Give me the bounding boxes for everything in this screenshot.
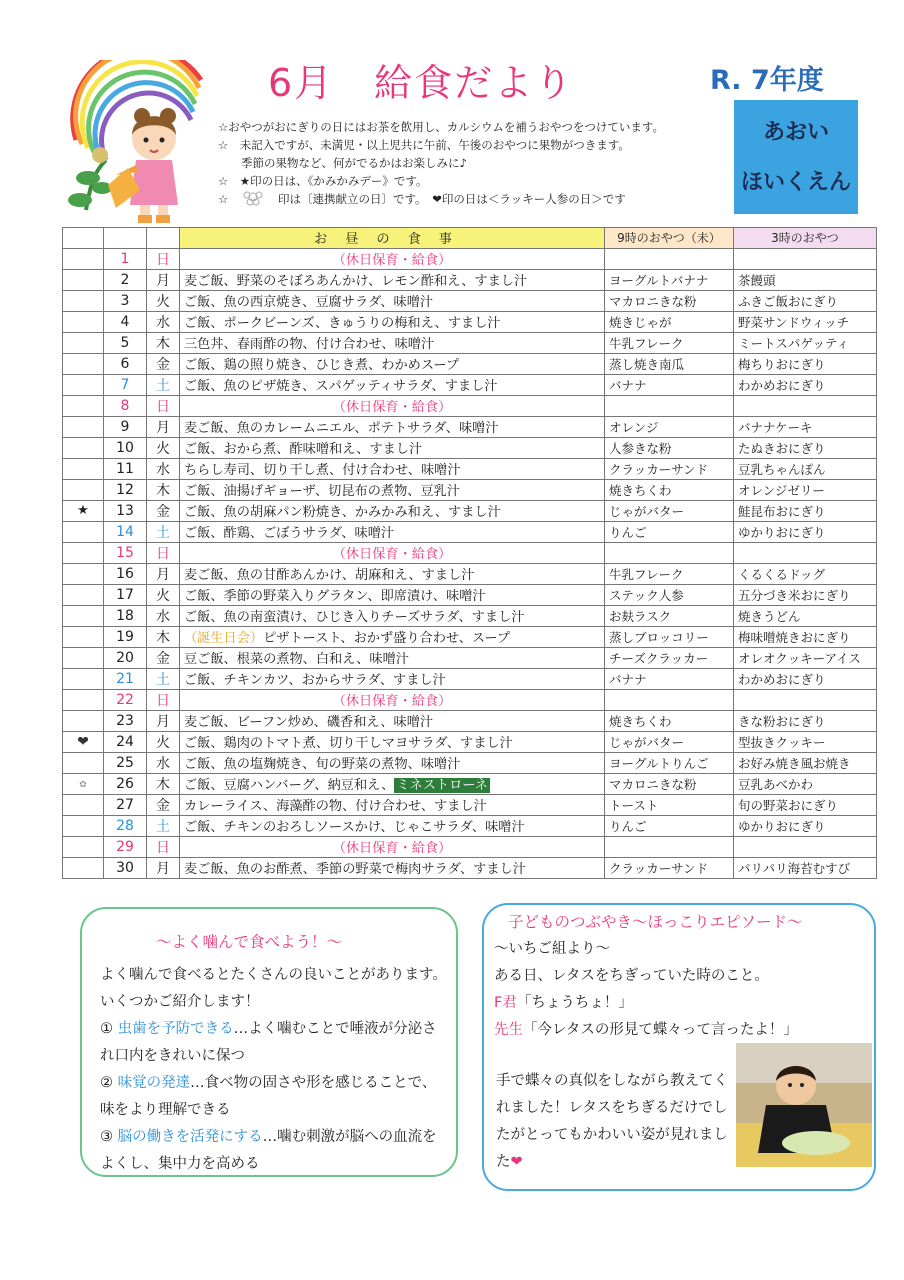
row-pm-snack [734,248,877,269]
row-lunch: 豆ご飯、根菜の煮物、白和え、味噌汁 [180,647,605,668]
row-lunch: ご飯、油揚げギョーザ、切昆布の煮物、豆乳汁 [180,479,605,500]
row-day: 14 [104,521,147,542]
row-day: 9 [104,416,147,437]
row-pm-snack: オレオクッキーアイス [734,647,877,668]
row-lunch: ご飯、魚の南蛮漬け、ひじき入りチーズサラダ、すまし汁 [180,605,605,626]
table-row [63,542,877,563]
row-lunch: 麦ご飯、ビーフン炒め、磯香和え、味噌汁 [180,710,605,731]
row-pm-snack: たぬきおにぎり [734,437,877,458]
row-weekday: 土 [147,521,180,542]
row-weekday: 木 [147,479,180,500]
row-am-snack: ヨーグルトバナナ [605,269,734,290]
row-lunch: （休日保育・給食） [180,689,605,710]
row-am-snack: ヨーグルトりんご [605,752,734,773]
row-mark [63,857,104,878]
row-day: 10 [104,437,147,458]
row-day: 26 [104,773,147,794]
row-pm-snack [734,395,877,416]
row-am-snack: 蒸しブロッコリー [605,626,734,647]
row-mark [63,458,104,479]
row-day: 2 [104,269,147,290]
table-row [63,794,877,815]
episode-dialog-t [494,1017,798,1044]
birthday-label: （誕生日会） [184,631,264,647]
header-pm-snack: 3時のおやつ [734,228,877,249]
row-weekday: 金 [147,353,180,374]
row-weekday: 月 [147,710,180,731]
row-lunch: ご飯、魚の塩麹焼き、旬の野菜の煮物、味噌汁 [180,752,605,773]
row-mark [63,647,104,668]
row-day: 11 [104,458,147,479]
row-day: 21 [104,668,147,689]
row-am-snack: 焼きちくわ [605,479,734,500]
row-lunch: （休日保育・給食） [180,836,605,857]
row-pm-snack: 豆乳ちゃんぽん [734,458,877,479]
table-row [63,458,877,479]
speaker-teacher: 先生 [494,1022,523,1038]
renkei-flower-icon [238,188,268,208]
row-pm-snack: わかめおにぎり [734,374,877,395]
row-am-snack: りんご [605,521,734,542]
row-weekday: 火 [147,437,180,458]
item-number: ③ [100,1129,113,1145]
row-weekday: 金 [147,500,180,521]
item-number: ② [100,1075,113,1091]
row-pm-snack: パリパリ海苔むすび [734,857,877,878]
row-lunch: ご飯、魚の西京焼き、豆腐サラダ、味噌汁 [180,290,605,311]
header-weekday [147,228,180,249]
row-weekday: 木 [147,332,180,353]
row-mark [63,752,104,773]
row-day: 24 [104,731,147,752]
row-mark [63,500,104,521]
row-pm-snack: オレンジゼリー [734,479,877,500]
row-am-snack [605,689,734,710]
row-lunch: ご飯、鶏肉のトマト煮、切り干しマヨサラダ、すまし汁 [180,731,605,752]
heart-icon: ❤ [510,1154,523,1170]
row-day: 19 [104,626,147,647]
row-day: 5 [104,332,147,353]
note-line: 季節の果物など、何がでるかはお楽しみに♪ [218,156,467,170]
row-mark [63,479,104,500]
row-lunch: ご飯、ポークビーンズ、きゅうりの梅和え、すまし汁 [180,311,605,332]
row-mark [63,563,104,584]
school-name-box [734,100,858,214]
row-pm-snack: わかめおにぎり [734,668,877,689]
row-pm-snack: 梅ちりおにぎり [734,353,877,374]
school-name-line1: あおい [762,120,829,145]
row-am-snack: クラッカーサンド [605,857,734,878]
row-pm-snack: きな粉おにぎり [734,710,877,731]
table-row [63,815,877,836]
row-lunch: 麦ご飯、魚の甘酢あんかけ、胡麻和え、すまし汁 [180,563,605,584]
row-lunch: 麦ご飯、魚のカレームニエル、ポテトサラダ、味噌汁 [180,416,605,437]
header-day [104,228,147,249]
row-mark [63,542,104,563]
header-mark [63,228,104,249]
row-am-snack: バナナ [605,668,734,689]
rainbow-child-illustration [66,60,216,225]
row-am-snack: クラッカーサンド [605,458,734,479]
table-row [63,647,877,668]
header-am-snack: 9時のおやつ（未） [605,228,734,249]
row-pm-snack: ミートスパゲッティ [734,332,877,353]
row-lunch [180,773,605,794]
row-lunch: ご飯、魚の胡麻パン粉焼き、かみかみ和え、すまし汁 [180,500,605,521]
row-weekday: 水 [147,752,180,773]
row-mark [63,437,104,458]
row-day: 30 [104,857,147,878]
row-mark [63,269,104,290]
row-lunch: ちらし寿司、切り干し煮、付け合わせ、味噌汁 [180,458,605,479]
row-mark [63,689,104,710]
row-mark [63,584,104,605]
row-weekday: 水 [147,311,180,332]
row-am-snack: 焼きじゃが [605,311,734,332]
episode-line: ～いちご組より～ [494,941,610,957]
row-weekday: 日 [147,248,180,269]
row-weekday: 火 [147,290,180,311]
row-mark [63,416,104,437]
row-pm-snack: バナナケーキ [734,416,877,437]
row-pm-snack [734,689,877,710]
lunch-text: ピザトースト、おかず盛り合わせ、スープ [263,631,511,647]
row-lunch [180,626,605,647]
row-lunch: ご飯、おから煮、酢味噌和え、すまし汁 [180,437,605,458]
item-head: 味覚の発達 [117,1075,191,1091]
row-pm-snack: 梅味噌焼きおにぎり [734,626,877,647]
row-day: 22 [104,689,147,710]
row-mark [63,668,104,689]
table-row [63,668,877,689]
row-am-snack: 牛乳フレーク [605,332,734,353]
row-day: 13 [104,500,147,521]
row-lunch: ご飯、魚のピザ焼き、スパゲッティサラダ、すまし汁 [180,374,605,395]
table-row [63,689,877,710]
note-line: ☆ 未記入ですが、未満児・以上児共に午前、午後のおやつに果物がつきます。 [218,138,630,152]
row-pm-snack: 鮭昆布おにぎり [734,500,877,521]
row-day: 3 [104,290,147,311]
star-icon: ★ [77,503,89,519]
table-row [63,731,877,752]
row-weekday: 水 [147,605,180,626]
row-weekday: 火 [147,584,180,605]
row-mark [63,395,104,416]
row-weekday: 月 [147,269,180,290]
speaker-f: F君 [494,995,517,1011]
row-day: 15 [104,542,147,563]
item-head: 脳の働きを活発にする [117,1129,263,1145]
chewing-item [100,1070,450,1124]
row-mark [63,374,104,395]
row-mark [63,773,104,794]
table-row [63,857,877,878]
row-pm-snack: ゆかりおにぎり [734,521,877,542]
row-pm-snack: お好み焼き風お焼き [734,752,877,773]
table-row [63,395,877,416]
row-day: 16 [104,563,147,584]
row-weekday: 土 [147,668,180,689]
table-row [63,836,877,857]
row-day: 28 [104,815,147,836]
row-mark [63,605,104,626]
chewing-intro: よく噛んで食べるとたくさんの良いことがあります。いくつかご紹介します！ [100,967,447,1010]
row-pm-snack [734,542,877,563]
table-row [63,500,877,521]
row-lunch: ご飯、酢鶏、ごぼうサラダ、味噌汁 [180,521,605,542]
row-am-snack: ステック人参 [605,584,734,605]
row-mark [63,794,104,815]
episode-line: ある日、レタスをちぎっていた時のこと。 [494,968,769,984]
row-weekday: 日 [147,395,180,416]
row-lunch: （休日保育・給食） [180,395,605,416]
row-am-snack [605,248,734,269]
row-am-snack: 牛乳フレーク [605,563,734,584]
row-pm-snack: 型抜きクッキー [734,731,877,752]
table-row [63,374,877,395]
heart-icon: ❤ [77,733,89,750]
menu-table [62,227,877,879]
row-am-snack: お麸ラスク [605,605,734,626]
row-day: 8 [104,395,147,416]
table-row [63,416,877,437]
episode-box-body [494,936,798,1044]
item-text: …噛む刺激が脳への血流をよくし、集中力を高める [100,1129,437,1172]
table-row [63,437,877,458]
row-day: 23 [104,710,147,731]
row-weekday: 木 [147,773,180,794]
episode-dialog-f [494,990,798,1017]
page-title: 6月 給食だより [268,61,575,105]
row-mark [63,836,104,857]
row-lunch: 三色丼、春雨酢の物、付け合わせ、味噌汁 [180,332,605,353]
table-row [63,311,877,332]
row-am-snack: チーズクラッカー [605,647,734,668]
row-day: 7 [104,374,147,395]
item-number: ① [100,1021,113,1037]
row-am-snack: じゃがバター [605,731,734,752]
row-weekday: 水 [147,458,180,479]
row-am-snack: 焼きちくわ [605,710,734,731]
row-day: 1 [104,248,147,269]
row-day: 29 [104,836,147,857]
row-mark [63,332,104,353]
table-row [63,710,877,731]
row-lunch: ご飯、鶏の照り焼き、ひじき煮、わかめスープ [180,353,605,374]
row-weekday: 日 [147,836,180,857]
table-row [63,353,877,374]
chewing-item [100,1124,450,1178]
item-head: 虫歯を予防できる [117,1021,234,1037]
row-mark [63,710,104,731]
row-weekday: 日 [147,542,180,563]
row-mark [63,311,104,332]
row-am-snack: りんご [605,815,734,836]
table-header-row [63,228,877,249]
row-mark [63,353,104,374]
row-weekday: 月 [147,563,180,584]
table-row [63,605,877,626]
row-am-snack [605,542,734,563]
item-text: …よく噛むことで唾液が分泌され口内をきれいに保つ [100,1021,437,1064]
row-pm-snack [734,836,877,857]
row-pm-snack: 焼きうどん [734,605,877,626]
table-row [63,248,877,269]
row-lunch: ご飯、季節の野菜入りグラタン、即席漬け、味噌汁 [180,584,605,605]
row-mark [63,290,104,311]
episode-box-title: 子どものつぶやき～ほっこりエピソード～ [508,913,803,931]
table-row [63,584,877,605]
row-am-snack: トースト [605,794,734,815]
row-am-snack: 蒸し焼き南瓜 [605,353,734,374]
row-day: 18 [104,605,147,626]
header-lunch: お昼の食事 [180,228,605,249]
notes [218,118,664,208]
note-line: ☆ ★印の日は、《かみかみデー》です。 [218,174,428,188]
fiscal-year: R. 7年度 [710,65,824,96]
item-text: …食べ物の固さや形を感じることで、味をより理解できる [100,1075,437,1118]
lunch-text: ご飯、豆腐ハンバーグ、納豆和え、 [184,778,395,794]
row-day: 20 [104,647,147,668]
row-day: 25 [104,752,147,773]
row-lunch: ご飯、チキンのおろしソースかけ、じゃこサラダ、味噌汁 [180,815,605,836]
table-row [63,521,877,542]
row-am-snack: 人参きな粉 [605,437,734,458]
chewing-box-title: ～よく噛んで食べよう！～ [156,933,343,951]
row-weekday: 月 [147,416,180,437]
table-row [63,752,877,773]
row-weekday: 火 [147,731,180,752]
chewing-item [100,1016,450,1070]
row-am-snack: マカロニきな粉 [605,290,734,311]
row-day: 27 [104,794,147,815]
row-pm-snack: 野菜サンドウィッチ [734,311,877,332]
school-name-line2: ほいくえん [740,170,851,195]
row-am-snack [605,395,734,416]
row-am-snack: オレンジ [605,416,734,437]
row-pm-snack: 旬の野菜おにぎり [734,794,877,815]
row-lunch: （休日保育・給食） [180,542,605,563]
row-mark [63,248,104,269]
episode-closing-text: 手で蝶々の真似をしながら教えてくれました！レタスをちぎるだけでしたがとってもかわいい姿が見れました [496,1073,728,1170]
row-weekday: 土 [147,815,180,836]
row-day: 17 [104,584,147,605]
row-lunch: 麦ご飯、野菜のそぼろあんかけ、レモン酢和え、すまし汁 [180,269,605,290]
note-line: ☆ 印は〔連携献立の日〕です。 ❤印の日は＜ラッキー人参の日＞です [218,192,626,206]
table-row [63,479,877,500]
row-weekday: 土 [147,374,180,395]
row-pm-snack: ふきご飯おにぎり [734,290,877,311]
chewing-box-body [100,962,450,1178]
dialog-teacher: 「今レタスの形見て蝶々って言ったよ！」 [523,1022,798,1038]
row-mark [63,626,104,647]
episode-closing [496,1068,734,1176]
table-row [63,290,877,311]
row-pm-snack: くるくるドッグ [734,563,877,584]
row-am-snack: マカロニきな粉 [605,773,734,794]
row-weekday: 日 [147,689,180,710]
row-weekday: 木 [147,626,180,647]
table-row [63,332,877,353]
note-line: ☆おやつがおにぎりの日にはお茶を飲用し、カルシウムを補うおやつをつけています。 [218,120,664,134]
row-mark [63,521,104,542]
row-day: 4 [104,311,147,332]
row-day: 6 [104,353,147,374]
row-lunch: ご飯、チキンカツ、おからサラダ、すまし汁 [180,668,605,689]
row-lunch: （休日保育・給食） [180,248,605,269]
row-lunch: 麦ご飯、魚のお酢煮、季節の野菜で梅肉サラダ、すまし汁 [180,857,605,878]
row-pm-snack: 五分づき米おにぎり [734,584,877,605]
row-lunch: カレーライス、海藻酢の物、付け合わせ、すまし汁 [180,794,605,815]
row-weekday: 月 [147,857,180,878]
row-mark [63,815,104,836]
row-pm-snack: 茶饅頭 [734,269,877,290]
row-am-snack: じゃがバター [605,500,734,521]
row-am-snack [605,836,734,857]
table-row [63,563,877,584]
row-pm-snack: 豆乳あべかわ [734,773,877,794]
dialog-f: 「ちょうちょ！」 [516,995,633,1011]
child-photo [736,1043,872,1167]
table-row [63,269,877,290]
row-am-snack: バナナ [605,374,734,395]
row-mark [63,731,104,752]
row-weekday: 金 [147,794,180,815]
row-weekday: 金 [147,647,180,668]
renkei-flower-icon: ✿ [79,780,87,791]
row-pm-snack: ゆかりおにぎり [734,815,877,836]
row-day: 12 [104,479,147,500]
table-row [63,773,877,794]
lunch-highlight: ミネストローネ [396,778,488,794]
table-row [63,626,877,647]
